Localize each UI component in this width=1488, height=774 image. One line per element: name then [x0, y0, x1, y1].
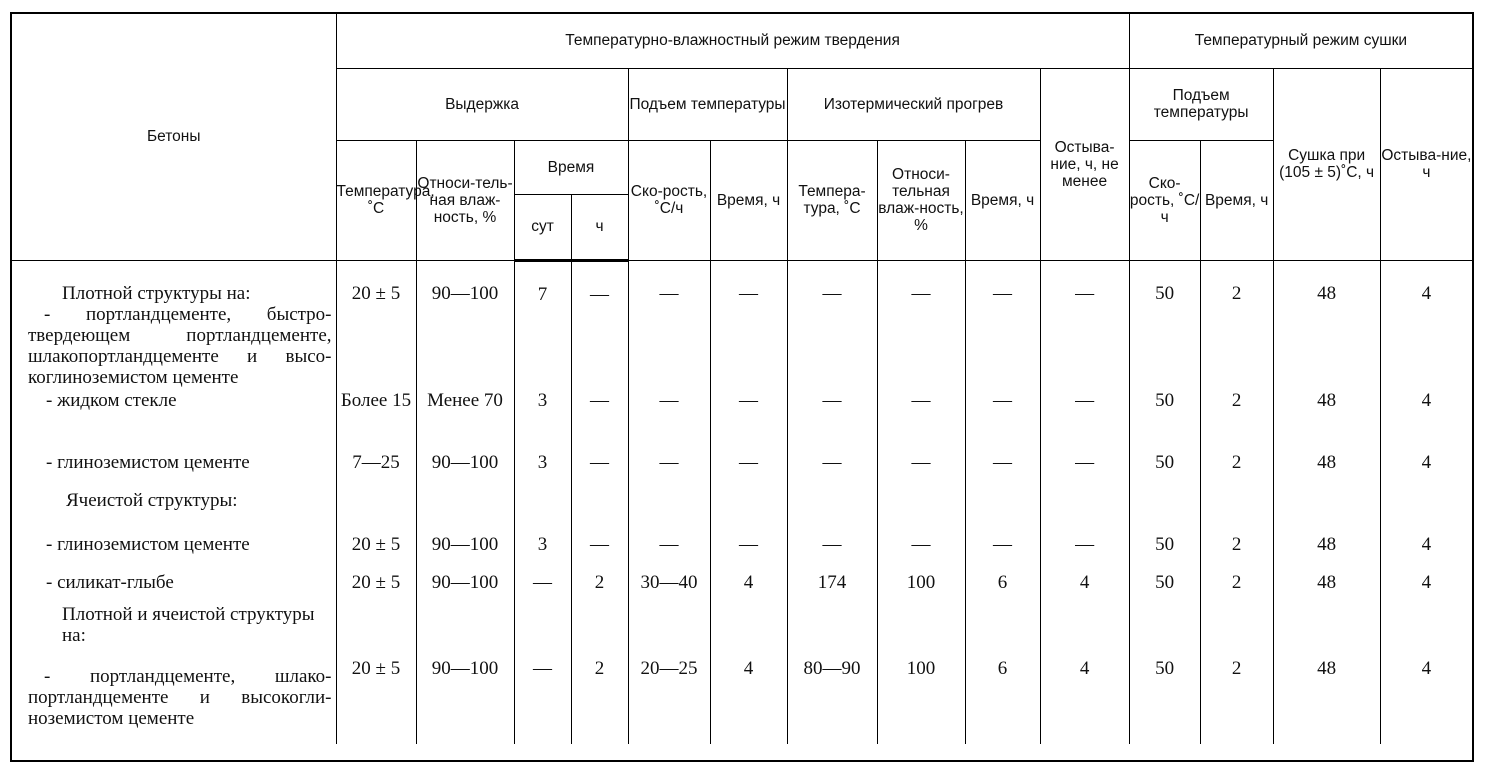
table-cell: 90—100 [416, 614, 514, 744]
table-cell: 48 [1273, 260, 1380, 390]
header-dry-temp-rise: Подъем температуры [1129, 68, 1273, 140]
table-cell: 50 [1129, 260, 1200, 390]
table-cell: 48 [1273, 452, 1380, 490]
header-iso-temp: Темпера-тура, ˚С [787, 140, 877, 260]
table-cell: 6 [965, 614, 1040, 744]
empty-cell [416, 490, 514, 534]
empty-cell [1129, 490, 1200, 534]
header-time: Время [514, 140, 628, 194]
table-cell: Менее 70 [416, 390, 514, 452]
header-rel-humidity: Относи-тель-ная влаж-ность, % [416, 140, 514, 260]
table-cell: — [628, 534, 710, 572]
table-row [12, 260, 1472, 390]
table-cell: 48 [1273, 534, 1380, 572]
table-cell: — [965, 534, 1040, 572]
material-description: - портландцементе, быстро-твердеющем портландцементе, шлакопортландцементе и высо-коглиноземистом цементе [28, 303, 332, 388]
table-cell: — [628, 260, 710, 390]
header-dry-cooling: Остыва-ние, ч [1380, 68, 1472, 260]
table-cell: 4 [1040, 572, 1129, 614]
header-days: сут [514, 194, 571, 260]
concrete-description [12, 604, 336, 744]
table-cell: 48 [1273, 390, 1380, 452]
table-cell: — [1040, 534, 1129, 572]
empty-cell [965, 490, 1040, 534]
header-dry-time: Время, ч [1200, 140, 1273, 260]
table-cell: 2 [1200, 452, 1273, 490]
table-cell: 2 [1200, 572, 1273, 614]
table-cell: 50 [1129, 390, 1200, 452]
table-cell: 3 [514, 390, 571, 452]
header-dry-speed: Ско-рость, ˚С/ч [1129, 140, 1200, 260]
table-cell: 48 [1273, 614, 1380, 744]
table-cell: — [628, 452, 710, 490]
empty-cell [1380, 490, 1472, 534]
table-cell: 3 [514, 452, 571, 490]
table-cell: 50 [1129, 534, 1200, 572]
table-cell: 90—100 [416, 452, 514, 490]
table-cell: 50 [1129, 614, 1200, 744]
material-description: - портландцементе, шлако-портландцементе и высокогли-ноземистом цементе [28, 666, 332, 729]
table-cell: Более 15 [336, 390, 416, 452]
table-cell: — [710, 452, 787, 490]
empty-cell [1273, 490, 1380, 534]
table-cell: 90—100 [416, 260, 514, 390]
concrete-description [12, 260, 336, 390]
table-cell: — [877, 452, 965, 490]
material-description: - жидком стекле [46, 390, 177, 411]
table-cell: 50 [1129, 452, 1200, 490]
table-cell: — [787, 534, 877, 572]
table-cell: — [514, 572, 571, 614]
header-temperature: Температура, ˚С [336, 140, 416, 260]
header-temp-rise: Подъем температуры [628, 68, 787, 140]
empty-cell [877, 490, 965, 534]
table-cell: — [710, 260, 787, 390]
header-iso-humidity: Относи-тельная влаж-ность, % [877, 140, 965, 260]
table-cell: 6 [965, 572, 1040, 614]
table-cell: — [571, 534, 628, 572]
table-cell: 80—90 [787, 614, 877, 744]
table-cell: — [710, 390, 787, 452]
table-cell: — [965, 390, 1040, 452]
table-cell: 20 ± 5 [336, 534, 416, 572]
table-cell: — [965, 452, 1040, 490]
empty-cell [787, 490, 877, 534]
table-cell: — [877, 390, 965, 452]
table-cell: 90—100 [416, 572, 514, 614]
empty-cell [336, 490, 416, 534]
table-cell: — [514, 614, 571, 744]
table-row [12, 614, 1472, 744]
empty-cell [514, 490, 571, 534]
header-hardening-mode: Температурно-влажностный режим твердения [336, 14, 1129, 68]
table-cell: 20 ± 5 [336, 260, 416, 390]
table-cell: 4 [710, 614, 787, 744]
table-cell: 3 [514, 534, 571, 572]
table-cell: 20 ± 5 [336, 572, 416, 614]
table-cell: 2 [571, 614, 628, 744]
header-isothermal: Изотермический прогрев [787, 68, 1040, 140]
table-cell: 7 [514, 260, 571, 390]
table-cell: 4 [710, 572, 787, 614]
header-cooling-min: Остыва-ние, ч, не менее [1040, 68, 1129, 260]
table-cell: 100 [877, 572, 965, 614]
table-cell: 4 [1380, 390, 1472, 452]
header-holding: Выдержка [336, 68, 628, 140]
table-cell: 30—40 [628, 572, 710, 614]
table-cell: 4 [1380, 572, 1472, 614]
section-heading: Ячеистой структуры: [66, 490, 238, 511]
table-cell: 50 [1129, 572, 1200, 614]
table-row [12, 534, 1472, 572]
table-cell: 48 [1273, 572, 1380, 614]
table-cell: — [877, 534, 965, 572]
table-cell: — [1040, 452, 1129, 490]
table-row [12, 452, 1472, 490]
header-hours: ч [571, 194, 628, 260]
table-cell: 20—25 [628, 614, 710, 744]
table-row [12, 490, 1472, 534]
empty-cell [628, 490, 710, 534]
header-drying-at: Сушка при (105 ± 5)˚С, ч [1273, 68, 1380, 260]
concrete-description [12, 534, 336, 572]
table-cell: — [877, 260, 965, 390]
table-cell: — [710, 534, 787, 572]
table-cell: — [787, 452, 877, 490]
table-cell: — [1040, 390, 1129, 452]
header-iso-time: Время, ч [965, 140, 1040, 260]
empty-cell [571, 490, 628, 534]
concrete-description [12, 452, 336, 490]
group-heading: Плотной и ячеистой структуры на: [62, 604, 315, 646]
table-cell: 2 [1200, 614, 1273, 744]
table-body [12, 260, 1472, 744]
header-drying-mode: Температурный режим сушки [1129, 14, 1472, 68]
empty-cell [710, 490, 787, 534]
hardening-regime-table [12, 14, 1472, 744]
table-cell: 100 [877, 614, 965, 744]
table-frame [10, 12, 1474, 762]
table-cell: 2 [1200, 534, 1273, 572]
material-description: - глиноземистом цементе [46, 452, 250, 473]
table-cell: 4 [1380, 534, 1472, 572]
empty-cell [1200, 490, 1273, 534]
table-cell: 4 [1380, 260, 1472, 390]
material-description: - глиноземистом цементе [46, 534, 250, 555]
table-cell: 2 [1200, 260, 1273, 390]
table-cell: — [787, 260, 877, 390]
material-description: - силикат-глыбе [46, 572, 174, 593]
table-cell: — [965, 260, 1040, 390]
table-cell: 2 [1200, 390, 1273, 452]
table-row [12, 390, 1472, 452]
table-cell: 20 ± 5 [336, 614, 416, 744]
concrete-description [12, 390, 336, 452]
table-cell: — [1040, 260, 1129, 390]
table-cell: 174 [787, 572, 877, 614]
table-cell: 7—25 [336, 452, 416, 490]
empty-cell [1040, 490, 1129, 534]
table-cell: — [787, 390, 877, 452]
table-cell: 4 [1040, 614, 1129, 744]
table-cell: — [628, 390, 710, 452]
table-cell: 90—100 [416, 534, 514, 572]
table-cell: — [571, 390, 628, 452]
group-heading: Плотной структуры на: [62, 282, 251, 304]
header-time-h: Время, ч [710, 140, 787, 260]
header-speed: Ско-рость, ˚С/ч [628, 140, 710, 260]
concrete-description [12, 490, 336, 534]
table-cell: 4 [1380, 452, 1472, 490]
table-cell: 4 [1380, 614, 1472, 744]
header-concretes: Бетоны [12, 14, 336, 260]
table-cell: 2 [571, 572, 628, 614]
table-cell: — [571, 260, 628, 390]
table-cell: — [571, 452, 628, 490]
